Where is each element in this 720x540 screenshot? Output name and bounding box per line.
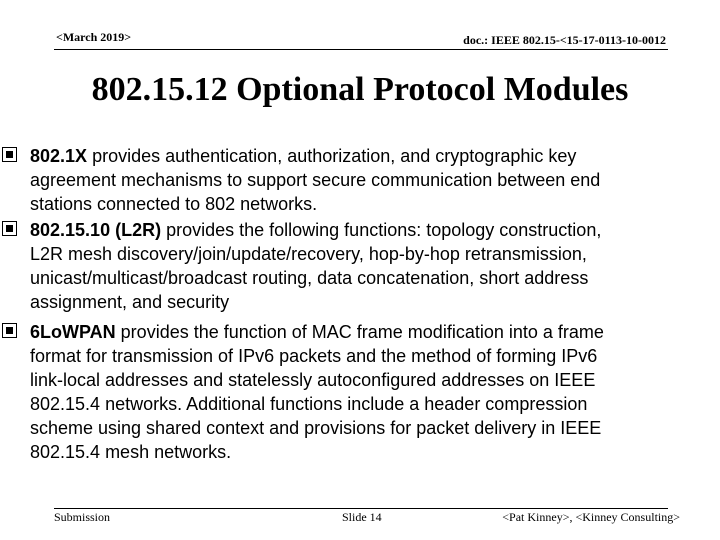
bullet-line: scheme using shared context and provisions for packet delivery in IEEE bbox=[30, 418, 602, 438]
bullet-line bbox=[30, 320, 690, 344]
bullet-box-icon bbox=[2, 147, 17, 162]
bullet-line: link-local addresses and statelessly autoconfigured addresses on IEEE bbox=[30, 370, 596, 390]
bullet-box-icon bbox=[2, 323, 17, 338]
footer-slide-number: Slide 14 bbox=[342, 510, 382, 524]
bullet-line: unicast/multicast/broadcast routing, data concatenation, short address bbox=[30, 268, 589, 288]
bullet-line: L2R mesh discovery/join/update/recovery, hop-by-hop retransmission, bbox=[30, 244, 587, 264]
header-doc-id: doc.: IEEE 802.15-<15-17-0113-10-0012 bbox=[463, 33, 666, 47]
slide-title: 802.15.12 Optional Protocol Modules bbox=[91, 71, 629, 108]
header-date: <March 2019> bbox=[56, 30, 132, 44]
bullet-text bbox=[30, 144, 690, 216]
bullet-term: 802.1X bbox=[30, 146, 88, 166]
header-divider bbox=[54, 49, 668, 50]
bullet-line bbox=[30, 218, 690, 242]
bullet-term: 802.15.10 (L2R) bbox=[30, 220, 162, 240]
bullet-term: 6LoWPAN bbox=[30, 322, 116, 342]
footer-divider bbox=[54, 508, 668, 509]
bullet-text bbox=[30, 218, 690, 314]
bullet-line-text: provides the function of MAC frame modification into a frame bbox=[115, 322, 604, 342]
bullet-box-icon bbox=[2, 221, 17, 236]
bullet-text bbox=[30, 320, 690, 464]
footer-submission: Submission bbox=[54, 510, 111, 524]
bullet-line-text: provides authentication, authorization, and cryptographic key bbox=[87, 146, 577, 166]
bullet-line: assignment, and security bbox=[30, 292, 230, 312]
bullet-line: 802.15.4 mesh networks. bbox=[30, 442, 232, 462]
bullet-line: format for transmission of IPv6 packets and the method of forming IPv6 bbox=[30, 346, 598, 366]
bullet-line: 802.15.4 networks. Additional functions include a header compression bbox=[30, 394, 588, 414]
bullet-line: agreement mechanisms to support secure communication between end bbox=[30, 170, 601, 190]
bullet-line-text: provides the following functions: topology construction, bbox=[161, 220, 602, 240]
bullet-line bbox=[30, 144, 690, 168]
footer-author: <Pat Kinney>, <Kinney Consulting> bbox=[502, 510, 680, 524]
bullet-line: stations connected to 802 networks. bbox=[30, 194, 318, 214]
